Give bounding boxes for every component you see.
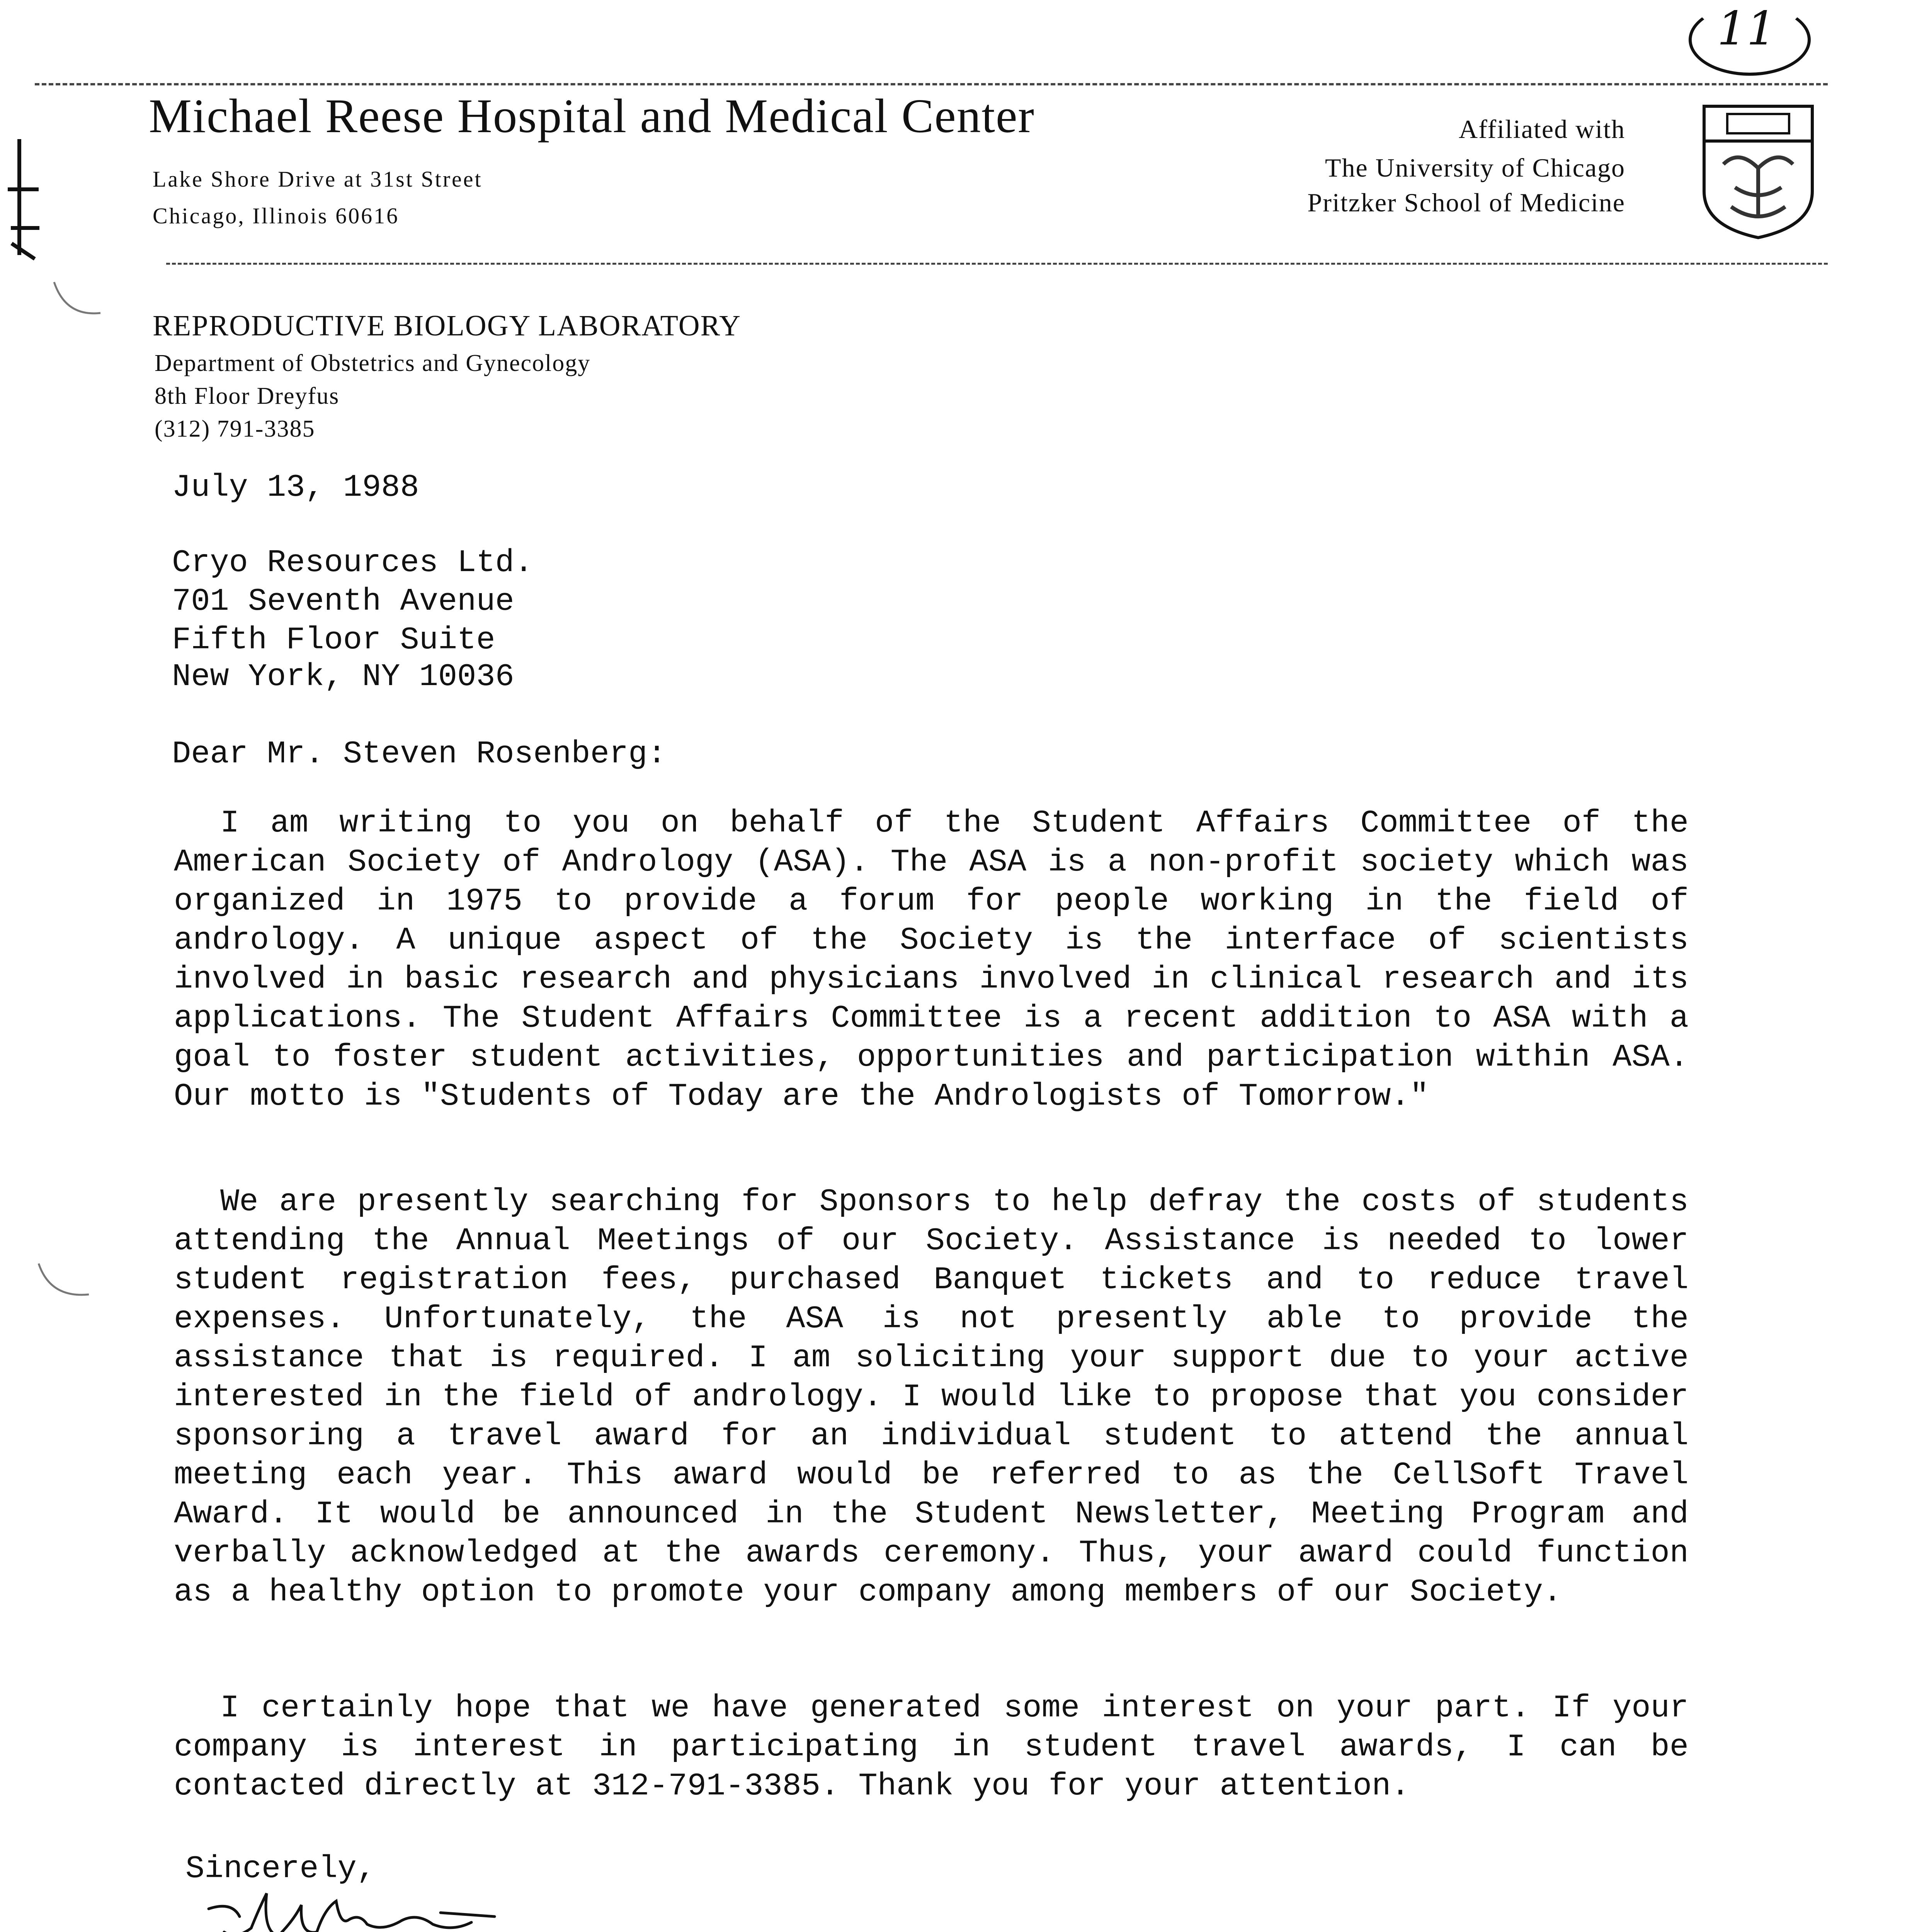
punch-mark-2 (35, 1260, 93, 1306)
body-paragraph-2-text: We are presently searching for Sponsors to help defray the costs of students attending the Annual Meetings of our Society. Assistance is needed to lower student registration fees, purchased Banquet tickets and to reduce travel expenses. Unfortunately, the ASA is not presently able to provide the assistance that is required. I am soliciting your support due to your active interested in the field of andrology. I would like to propose that you consider sponsoring a travel award for an individual student to attend the annual meeting each year. This award would be referred to as the CellSoft Travel Award. It would be announced in the Student Newsletter, Meeting Program and verbally acknowledged at the awards ceremony. Thus, your award could function as a healthy option to promote your company among members of our Society. (174, 1184, 1689, 1610)
hospital-address-line-1: Lake Shore Drive at 31st Street (153, 167, 483, 192)
university-crest-icon (1700, 102, 1816, 242)
recipient-street: 701 Seventh Avenue (172, 583, 514, 619)
letterhead-top-rule (35, 83, 1828, 85)
affiliation-line-1: Affiliated with (1459, 114, 1625, 144)
body-paragraph-3-text: I certainly hope that we have generated some interest on your part. If your company is interest in participating in student travel awards, I can be contacted directly at 312-791-3385. Thank you for your attention. (174, 1690, 1689, 1804)
punch-mark-1 (50, 278, 104, 325)
department-floor: 8th Floor Dreyfus (155, 383, 340, 409)
lab-title: REPRODUCTIVE BIOLOGY LABORATORY (153, 310, 741, 342)
left-margin-mark (4, 131, 46, 263)
closing: Sincerely, (185, 1851, 376, 1887)
body-paragraph-1 (174, 804, 1689, 1116)
affiliation-line-2: The University of Chicago (1325, 153, 1625, 182)
body-paragraph-1-text: I am writing to you on behalf of the Student Affairs Committee of the American Society of Andrology (ASA). The ASA is a non-profit society which was organized in 1975 to provide a forum for people working in the field of andrology. A unique aspect of the Society is the interface of scientists involved in basic research and physicians involved in clinical research and its applications. The Student Affairs Committee is a recent addition to ASA with a goal to foster student activities, opportunities and participation within ASA. Our motto is "Students of Today are the Andrologists of Tomorrow." (174, 805, 1689, 1114)
body-paragraph-3 (174, 1689, 1689, 1806)
recipient-suite: Fifth Floor Suite (172, 622, 495, 658)
hospital-address-line-2: Chicago, Illinois 60616 (153, 203, 400, 228)
handwritten-signature (201, 1886, 549, 1932)
salutation: Dear Mr. Steven Rosenberg: (172, 736, 667, 772)
department-name: Department of Obstetrics and Gynecology (155, 350, 591, 376)
hospital-name: Michael Reese Hospital and Medical Center (149, 90, 1035, 143)
letterhead-bottom-rule (166, 263, 1828, 265)
affiliation-line-3: Pritzker School of Medicine (1307, 188, 1625, 217)
letter-date: July 13, 1988 (172, 469, 419, 505)
page-number-mark: 11 (1717, 2, 1776, 56)
recipient-city: New York, NY 10036 (172, 659, 514, 695)
department-phone: (312) 791-3385 (155, 416, 315, 442)
body-paragraph-2 (174, 1182, 1689, 1612)
recipient-company: Cryo Resources Ltd. (172, 545, 533, 581)
